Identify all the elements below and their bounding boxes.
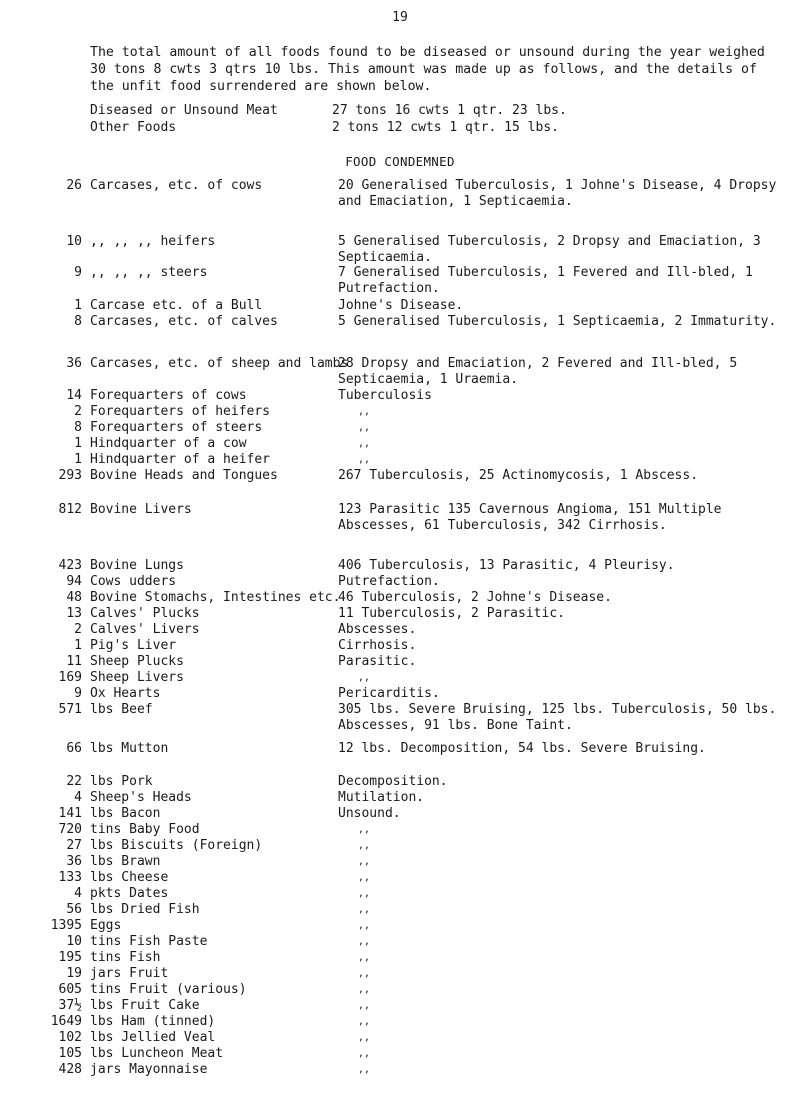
food-item: lbs Luncheon Meat	[90, 1046, 224, 1061]
food-item: Bovine Stomachs, Intestines etc.	[90, 590, 341, 605]
condemnation-reason: Unsound.	[338, 806, 401, 821]
food-item: tins Fish	[90, 950, 161, 965]
condemnation-reason: Pericarditis.	[338, 686, 440, 701]
food-item: Bovine Lungs	[90, 558, 184, 573]
condemnation-reason: ,,	[358, 454, 371, 465]
page-number: 19	[392, 10, 408, 25]
quantity: 1	[74, 298, 82, 313]
summary-value: 27 tons 16 cwts 1 qtr. 23 lbs.	[332, 103, 567, 118]
quantity: 141	[58, 806, 82, 821]
condemnation-reason: Cirrhosis.	[338, 638, 417, 653]
food-item: jars Fruit	[90, 966, 169, 981]
condemnation-reason: ,,	[358, 1000, 371, 1011]
condemnation-reason: 28 Dropsy and Emaciation, 2 Fevered and Ill-bled, 5 Septicaemia, 1 Uraemia.	[338, 356, 738, 387]
food-item: Ox Hearts	[90, 686, 161, 701]
condemnation-reason: ,,	[358, 968, 371, 979]
condemnation-reason: ,,	[358, 936, 371, 947]
condemnation-reason: Mutilation.	[338, 790, 425, 805]
condemnation-reason: ,,	[358, 840, 371, 851]
condemnation-reason: ,,	[358, 1048, 371, 1059]
condemnation-reason: ,,	[358, 1064, 371, 1075]
quantity: 2	[74, 404, 82, 419]
food-item: Forequarters of heifers	[90, 404, 271, 419]
quantity: 1	[74, 638, 82, 653]
food-item: Calves' Livers	[90, 622, 200, 637]
condemnation-reason: 46 Tuberculosis, 2 Johne's Disease.	[338, 590, 612, 605]
food-item: lbs Bacon	[90, 806, 161, 821]
quantity: 4	[74, 790, 82, 805]
food-item: lbs Brawn	[90, 854, 161, 869]
condemnation-reason: ,,	[358, 856, 371, 867]
condemnation-reason: 12 lbs. Decomposition, 54 lbs. Severe Bruising.	[338, 741, 706, 756]
condemnation-reason: 305 lbs. Severe Bruising, 125 lbs. Tuberculosis, 50 lbs. Abscesses, 91 lbs. Bone Taint.	[338, 702, 777, 733]
quantity: 56	[66, 902, 82, 917]
condemnation-reason: ,,	[358, 920, 371, 931]
condemnation-reason: 5 Generalised Tuberculosis, 1 Septicaemia, 2 Immaturity.	[338, 314, 777, 329]
food-item: lbs Jellied Veal	[90, 1030, 216, 1045]
food-item: tins Fruit (various)	[90, 982, 247, 997]
food-item: lbs Biscuits (Foreign)	[90, 838, 263, 853]
food-item: ,, ,, ,, heifers	[90, 234, 216, 249]
quantity: 10	[66, 934, 82, 949]
quantity: 36	[66, 854, 82, 869]
quantity: 48	[66, 590, 82, 605]
quantity: 37½	[58, 998, 82, 1013]
summary-label: Diseased or Unsound Meat	[90, 103, 278, 118]
food-item: lbs Dried Fish	[90, 902, 200, 917]
condemnation-reason: ,,	[358, 952, 371, 963]
condemnation-reason: ,,	[358, 904, 371, 915]
quantity: 293	[58, 468, 82, 483]
food-item: Hindquarter of a cow	[90, 436, 247, 451]
quantity: 1649	[50, 1014, 82, 1029]
food-item: tins Fish Paste	[90, 934, 208, 949]
food-item: ,, ,, ,, steers	[90, 265, 208, 280]
condemnation-reason: Putrefaction.	[338, 574, 440, 589]
condemnation-reason: ,,	[358, 888, 371, 899]
food-item: lbs Mutton	[90, 741, 169, 756]
quantity: 22	[66, 774, 82, 789]
food-item: Eggs	[90, 918, 122, 933]
quantity: 10	[66, 234, 82, 249]
condemnation-reason: Tuberculosis	[338, 388, 432, 403]
summary-label: Other Foods	[90, 120, 177, 135]
quantity: 423	[58, 558, 82, 573]
condemnation-reason: Parasitic.	[338, 654, 417, 669]
quantity: 27	[66, 838, 82, 853]
condemnation-reason: Abscesses.	[338, 622, 417, 637]
condemnation-reason: ,,	[358, 984, 371, 995]
quantity: 102	[58, 1030, 82, 1045]
food-item: Sheep Livers	[90, 670, 184, 685]
quantity: 14	[66, 388, 82, 403]
quantity: 8	[74, 420, 82, 435]
quantity: 11	[66, 654, 82, 669]
quantity: 26	[66, 178, 82, 193]
quantity: 812	[58, 502, 82, 517]
section-title: FOOD CONDEMNED	[345, 154, 455, 169]
quantity: 195	[58, 950, 82, 965]
quantity: 8	[74, 314, 82, 329]
quantity: 2	[74, 622, 82, 637]
quantity: 36	[66, 356, 82, 371]
condemnation-reason: Decomposition.	[338, 774, 448, 789]
quantity: 169	[58, 670, 82, 685]
food-item: Bovine Heads and Tongues	[90, 468, 278, 483]
quantity: 571	[58, 702, 82, 717]
food-item: lbs Ham (tinned)	[90, 1014, 216, 1029]
food-item: Forequarters of steers	[90, 420, 263, 435]
food-item: Sheep's Heads	[90, 790, 192, 805]
condemnation-reason: 20 Generalised Tuberculosis, 1 Johne's Disease, 4 Dropsy and Emaciation, 1 Septicaemia.	[338, 178, 777, 209]
quantity: 105	[58, 1046, 82, 1061]
food-item: jars Mayonnaise	[90, 1062, 208, 1077]
condemnation-reason: 5 Generalised Tuberculosis, 2 Dropsy and Emaciation, 3 Septicaemia.	[338, 234, 761, 265]
quantity: 19	[66, 966, 82, 981]
food-item: Sheep Plucks	[90, 654, 184, 669]
condemnation-reason: 7 Generalised Tuberculosis, 1 Fevered and Ill-bled, 1 Putrefaction.	[338, 265, 753, 296]
quantity: 9	[74, 686, 82, 701]
quantity: 94	[66, 574, 82, 589]
condemnation-reason: ,,	[358, 672, 371, 683]
quantity: 1395	[50, 918, 82, 933]
quantity: 720	[58, 822, 82, 837]
food-item: Carcases, etc. of sheep and lambs	[90, 356, 349, 371]
quantity: 13	[66, 606, 82, 621]
quantity: 605	[58, 982, 82, 997]
food-item: lbs Beef	[90, 702, 153, 717]
food-item: pkts Dates	[90, 886, 169, 901]
condemnation-reason: 11 Tuberculosis, 2 Parasitic.	[338, 606, 565, 621]
food-item: lbs Pork	[90, 774, 153, 789]
intro-paragraph: The total amount of all foods found to be diseased or unsound during the year weighed 30 tons 8 cwts 3 qtrs 10 lbs. This amount was made up as follows, and the details of the unfit food surrendered are shown below.	[90, 45, 765, 94]
condemnation-reason: Johne's Disease.	[338, 298, 464, 313]
food-item: lbs Fruit Cake	[90, 998, 200, 1013]
summary-value: 2 tons 12 cwts 1 qtr. 15 lbs.	[332, 120, 559, 135]
food-item: lbs Cheese	[90, 870, 169, 885]
food-item: Carcase etc. of a Bull	[90, 298, 263, 313]
condemnation-reason: 267 Tuberculosis, 25 Actinomycosis, 1 Abscess.	[338, 468, 699, 483]
food-item: Carcases, etc. of calves	[90, 314, 278, 329]
food-item: Forequarters of cows	[90, 388, 247, 403]
quantity: 1	[74, 452, 82, 467]
quantity: 1	[74, 436, 82, 451]
condemnation-reason: ,,	[358, 872, 371, 883]
condemnation-reason: ,,	[358, 1032, 371, 1043]
condemnation-reason: ,,	[358, 438, 371, 449]
food-item: Cows udders	[90, 574, 177, 589]
condemnation-reason: ,,	[358, 406, 371, 417]
condemnation-reason: 406 Tuberculosis, 13 Parasitic, 4 Pleurisy.	[338, 558, 675, 573]
food-item: Pig's Liver	[90, 638, 177, 653]
quantity: 133	[58, 870, 82, 885]
condemnation-reason: ,,	[358, 422, 371, 433]
condemnation-reason: ,,	[358, 1016, 371, 1027]
quantity: 9	[74, 265, 82, 280]
food-item: Bovine Livers	[90, 502, 192, 517]
condemnation-reason: 123 Parasitic 135 Cavernous Angioma, 151 Multiple Abscesses, 61 Tuberculosis, 342 Cirrhosis.	[338, 502, 722, 533]
quantity: 4	[74, 886, 82, 901]
food-item: Carcases, etc. of cows	[90, 178, 263, 193]
condemnation-reason: ,,	[358, 824, 371, 835]
food-item: tins Baby Food	[90, 822, 200, 837]
quantity: 428	[58, 1062, 82, 1077]
food-item: Hindquarter of a heifer	[90, 452, 271, 467]
quantity: 66	[66, 741, 82, 756]
food-item: Calves' Plucks	[90, 606, 200, 621]
